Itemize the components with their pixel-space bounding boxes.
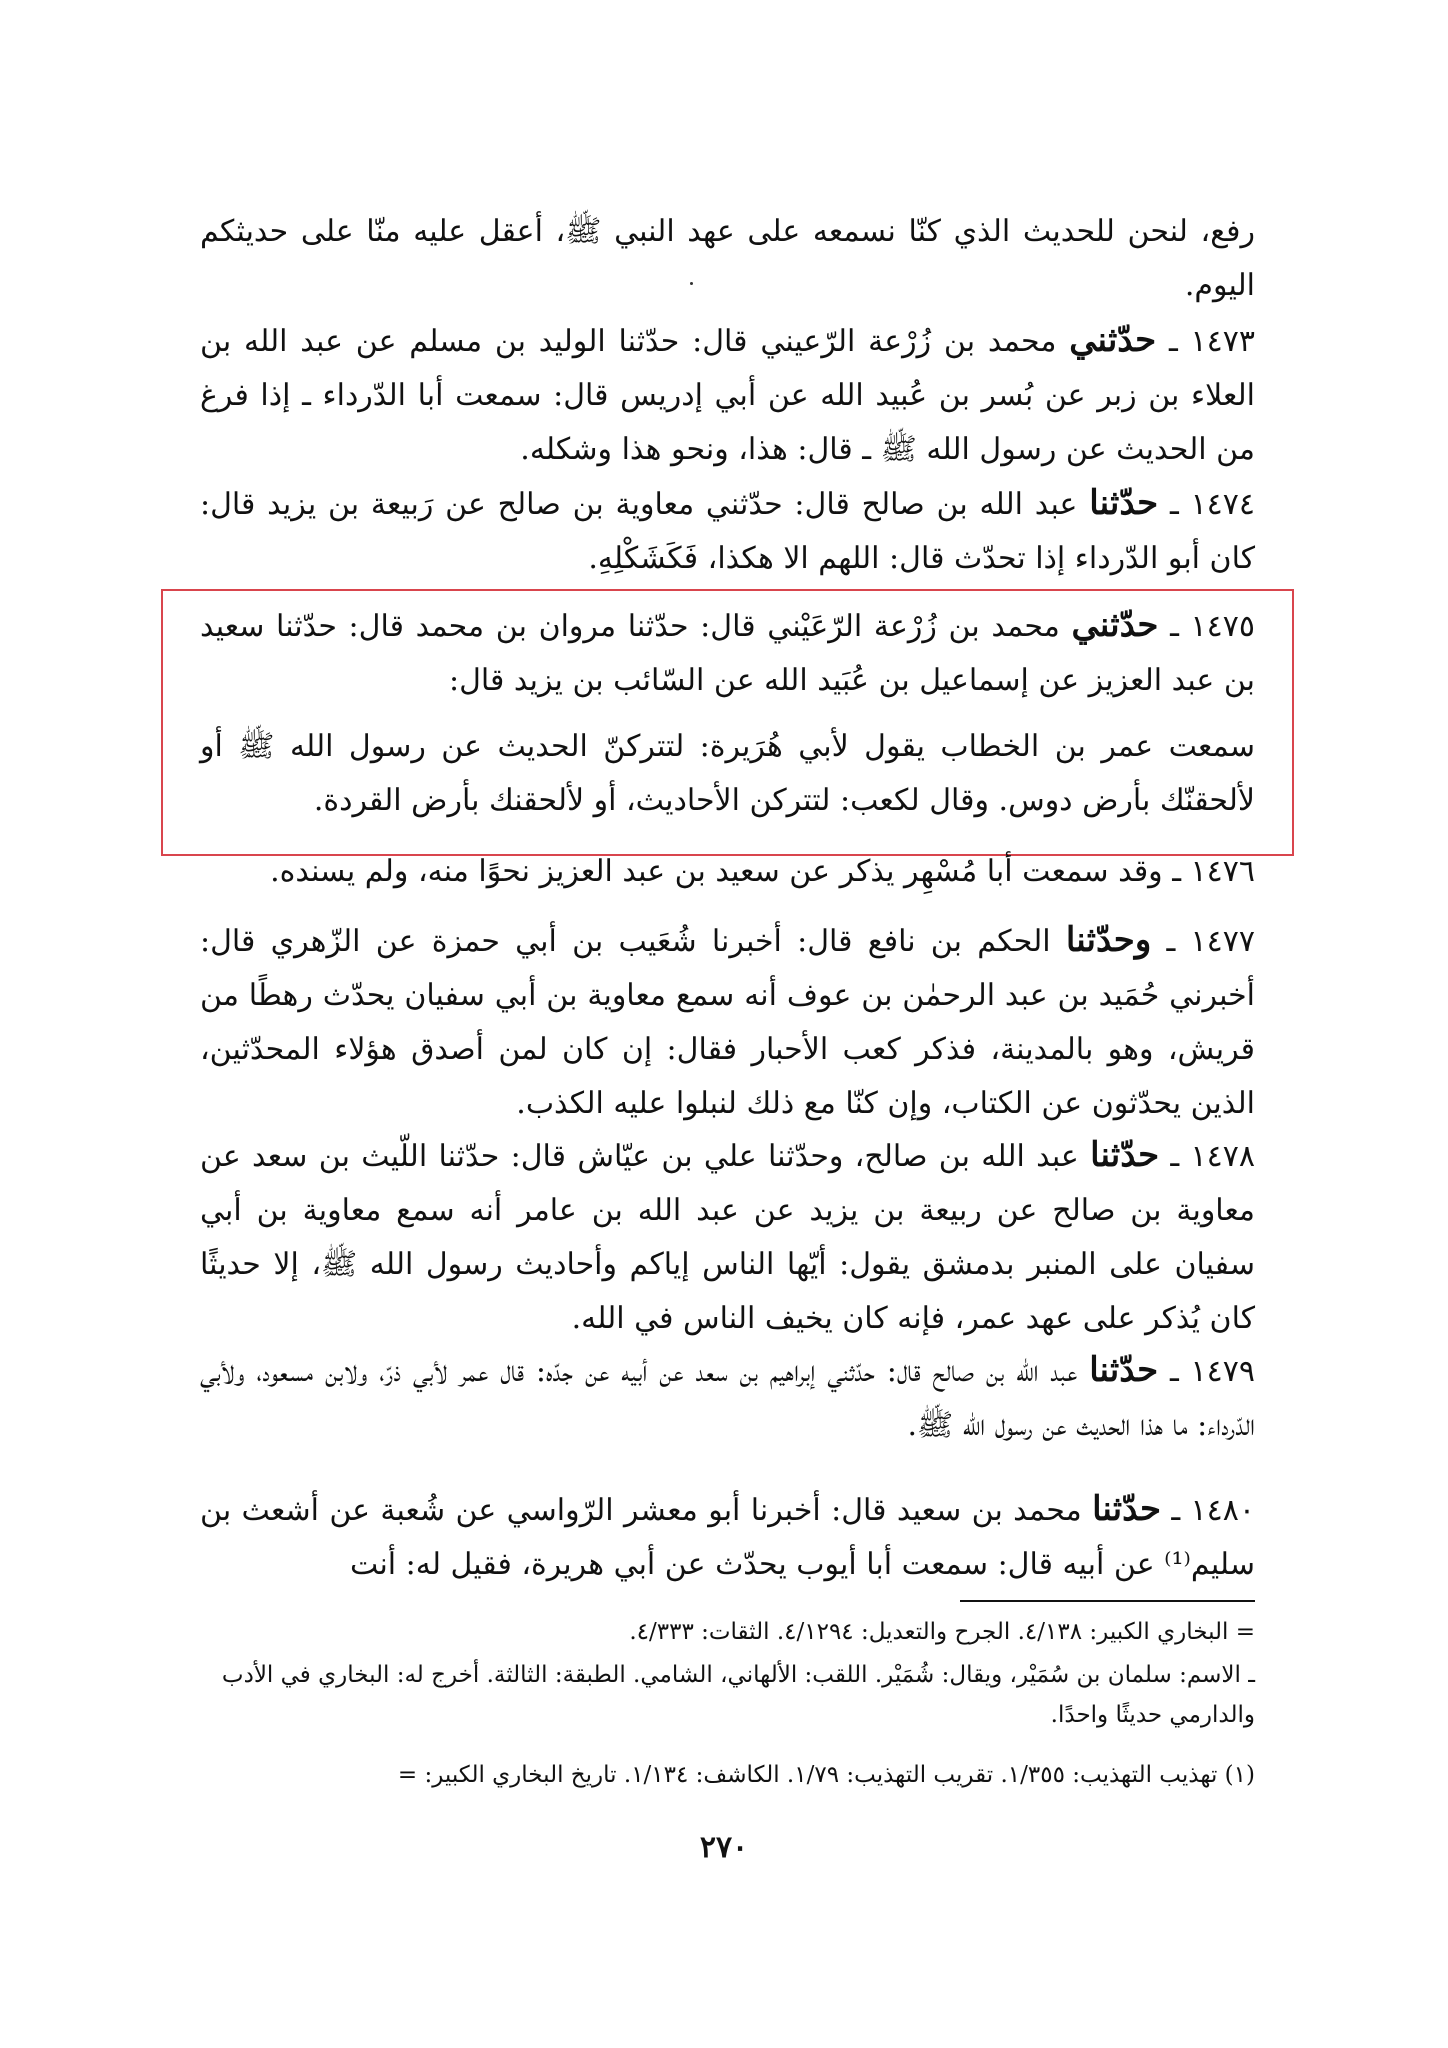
footnote-separator <box>960 1600 1255 1602</box>
hadith-number: ١٤٨٠ ـ <box>1171 1493 1255 1528</box>
hadith-text: محمد بن سعيد قال: أخبرنا أبو معشر الرّواسي عن شُعبة عن أشعث بن سليم⁽¹⁾ عن أبيه قال: سمعت أبا أيوب يحدّث عن أبي هريرة، فقيل له: أنت <box>200 1493 1255 1582</box>
hadith-text: وقد سمعت أبا مُسْهِر يذكر عن سعيد بن عبد العزيز نحوًا منه، ولم يسنده. <box>270 854 1163 889</box>
hadith-text: عبد الله بن صالح قال: حدّثني معاوية بن صالح عن رَبيعة بن يزيد قال: كان أبو الدّرداء إذا تحدّث قال: اللهم الا هكذا، فَكَشَكْلِهِ. <box>200 487 1255 576</box>
hadith-text: عبد الله بن صالح، وحدّثنا علي بن عيّاش قال: حدّثنا اللّيث بن سعد عن معاوية بن صالح عن ربيعة بن يزيد عن عبد الله بن عامر أنه سمع معاوية بن أبي سفيان على المنبر بدمشق يقول: أيّها الناس إياكم وأحاديث رسول الله ﷺ، إلا حديثًا كان يُذكر على عهد عمر، فإنه كان يخيف الناس في الله. <box>200 1139 1255 1336</box>
hadith-1478 <box>200 1128 1255 1346</box>
hadith-number: ١٤٧٧ ـ <box>1166 924 1255 959</box>
hadith-number: ١٤٧٥ ـ <box>1170 609 1255 644</box>
paragraph-continuation <box>200 205 1255 313</box>
hadith-number: ١٤٧٤ ـ <box>1169 487 1256 522</box>
hadith-1477 <box>200 913 1255 1131</box>
hadith-keyword: حدّثنا <box>1089 1350 1159 1390</box>
hadith-1473 <box>200 313 1255 477</box>
hadith-1479 <box>200 1343 1255 1453</box>
hadith-text: الحكم بن نافع قال: أخبرنا شُعَيب بن أبي حمزة عن الزّهري قال: أخبرني حُمَيد بن عبد الرحمٰن بن عوف أنه سمع معاوية بن أبي سفيان يحدّث رهطًا من قريش، وهو بالمدينة، فذكر كعب الأحبار فقال: إن كان لمن أصدق هؤلاء المحدّثين، الذين يحدّثون عن الكتاب، وإن كنّا مع ذلك لنبلوا عليه الكذب. <box>200 924 1255 1121</box>
hadith-keyword: حدّثني <box>1069 320 1157 360</box>
footnote-narrator-info <box>195 1655 1255 1735</box>
paragraph-text: رفع، لنحن للحديث الذي كنّا نسمعه على عهد النبي ﷺ، أعقل عليه منّا على حديثكم اليوم. <box>200 214 1255 303</box>
hadith-1475 <box>200 598 1255 708</box>
footnote-text: (١) تهذيب التهذيب: ١/٣٥٥. تقريب التهذيب: ١/٧٩. الكاشف: ١/١٣٤. تاريخ البخاري الكبير: = <box>397 1762 1255 1788</box>
hadith-text: عبد الله بن صالح قال: حدّثني إبراهيم بن سعد عن أبيه عن جدّه: قال عمر لأبي ذرّ، ولابن مسعود، ولأبي الدّرداء: ما هذا الحديث عن رسول الله ﷺ. <box>200 1354 1255 1443</box>
footnote-text: ـ الاسم: سلمان بن سُمَيْر، ويقال: شُمَيْر. اللقب: الألهاني، الشامي. الطبقة: الثالثة. أخرج له: البخاري في الأدب والدارمي حديثًا واحدًا. <box>221 1662 1255 1728</box>
hadith-number: ١٤٧٦ ـ <box>1172 854 1255 889</box>
hadith-keyword: حدّثنا <box>1092 1489 1162 1529</box>
hadith-keyword: حدّثنا <box>1090 1135 1160 1175</box>
hadith-1474 <box>200 476 1255 586</box>
hadith-1480 <box>200 1482 1255 1592</box>
hadith-text: محمد بن زُرْعة الرّعيني قال: حدّثنا الوليد بن مسلم عن عبد الله بن العلاء بن زبر عن بُسر بن عُبيد الله عن أبي إدريس قال: سمعت أبا الدّرداء ـ إذا فرغ من الحديث عن رسول الله ﷺ ـ قال: هذا، ونحو هذا وشكله. <box>200 324 1255 467</box>
page-number: ٢٧٠ <box>699 1830 749 1865</box>
hadith-number: ١٤٧٩ ـ <box>1169 1354 1255 1389</box>
hadith-number: ١٤٧٨ ـ <box>1170 1139 1255 1174</box>
hadith-keyword: وحدّثنا <box>1065 920 1152 960</box>
footnote-1 <box>195 1755 1255 1795</box>
footnote-continuation <box>195 1612 1255 1652</box>
hadith-keyword: حدّثنا <box>1089 483 1159 523</box>
hadith-text: محمد بن زُرْعة الرّعَيْني قال: حدّثنا مروان بن محمد قال: حدّثنا سعيد بن عبد العزيز عن إسماعيل بن عُبَيد الله عن السّائب بن يزيد قال: <box>200 609 1255 698</box>
hadith-number: ١٤٧٣ ـ <box>1168 324 1255 359</box>
hadith-1475-quote <box>200 720 1255 828</box>
hadith-keyword: حدّثني <box>1071 605 1159 645</box>
footnote-text: = البخاري الكبير: ٤/١٣٨. الجرح والتعديل: ٤/١٢٩٤. الثقات: ٤/٣٣٣. <box>629 1619 1255 1645</box>
hadith-text: سمعت عمر بن الخطاب يقول لأبي هُرَيرة: لتتركنّ الحديث عن رسول الله ﷺ أو لألحقنّك بأرض دوس. وقال لكعب: لتتركن الأحاديث، أو لألحقنك بأرض القردة. <box>200 729 1255 818</box>
hadith-1476 <box>200 845 1255 899</box>
